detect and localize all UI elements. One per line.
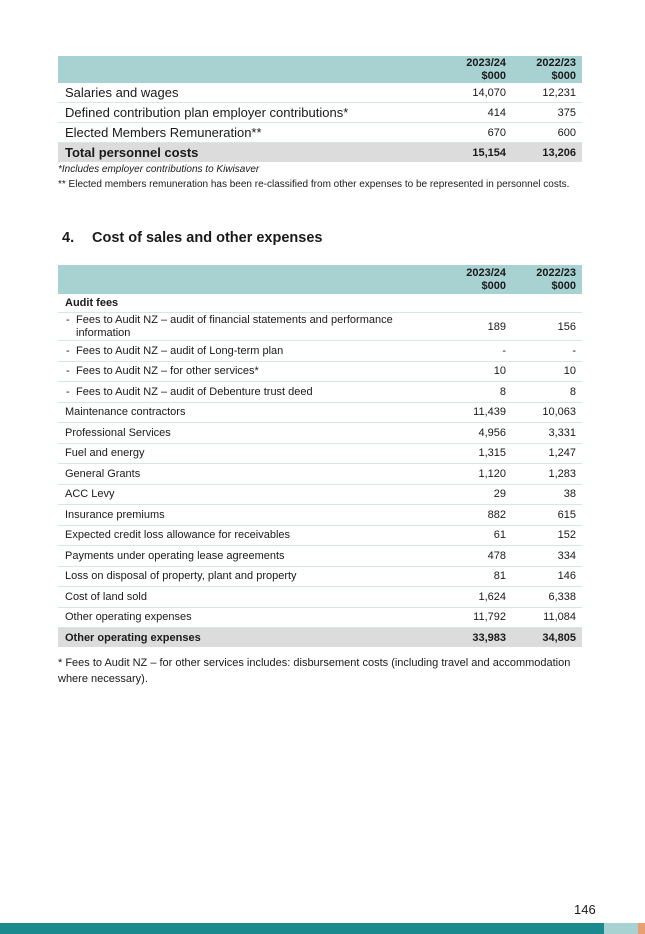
table-row [58, 484, 582, 505]
row-label-text: Fees to Audit NZ – for other services* [76, 365, 259, 378]
section-heading [62, 230, 322, 246]
total-2022-23: 13,206 [512, 143, 582, 163]
value-2022-23: 11,084 [512, 607, 582, 628]
value-2023-24: 189 [442, 313, 512, 341]
row-label-text: Fees to Audit NZ – audit of financial statements and performance information [76, 313, 393, 339]
value-2022-23: 3,331 [512, 423, 582, 444]
table-header-row [58, 56, 582, 83]
table-row [58, 423, 582, 444]
footer-bar-light [604, 923, 638, 934]
header-unit: $000 [481, 70, 506, 82]
remuneration-note: ** Elected members remuneration has been re-classified from other expenses to be represented in personnel costs. [58, 179, 570, 190]
header-unit: $000 [551, 280, 576, 292]
value-2023-24: 61 [442, 525, 512, 546]
header-blank-cell [58, 265, 442, 294]
value-2023-24: - [442, 341, 512, 362]
row-label [58, 341, 442, 362]
value-2023-24: 1,120 [442, 464, 512, 485]
value-2023-24: 11,792 [442, 607, 512, 628]
value-2022-23: 10 [512, 361, 582, 382]
value-2022-23: 1,283 [512, 464, 582, 485]
footer-bar-main [0, 923, 604, 934]
table-row [58, 505, 582, 526]
value-2022-23: - [512, 341, 582, 362]
table-header-row [58, 265, 582, 294]
audit-fee-row [58, 341, 582, 362]
audit-fee-row [58, 313, 582, 341]
row-label: General Grants [58, 464, 442, 485]
audit-fee-row [58, 382, 582, 403]
row-label: Salaries and wages [58, 83, 442, 103]
value-2022-23: 615 [512, 505, 582, 526]
audit-fee-row [58, 361, 582, 382]
value-2022-23: 146 [512, 566, 582, 587]
row-label: Maintenance contractors [58, 402, 442, 423]
table-row [58, 566, 582, 587]
section-number: 4. [62, 230, 75, 246]
header-2022-23 [512, 56, 582, 83]
dash-bullet: - [66, 365, 70, 378]
header-2023-24 [442, 56, 512, 83]
table-row [58, 402, 582, 423]
value-2023-24: 10 [442, 361, 512, 382]
value-2022-23: 1,247 [512, 443, 582, 464]
value-2022-23: 10,063 [512, 402, 582, 423]
value-2023-24: 29 [442, 484, 512, 505]
empty-cell [512, 294, 582, 313]
value-2022-23: 12,231 [512, 83, 582, 103]
section-label: Audit fees [58, 294, 442, 313]
personnel-costs-table [58, 56, 582, 162]
total-label: Other operating expenses [58, 628, 442, 648]
kiwisaver-note: *Includes employer contributions to Kiwisaver [58, 164, 260, 175]
header-year: 2022/23 [536, 57, 576, 69]
table-row [58, 587, 582, 608]
row-label: Cost of land sold [58, 587, 442, 608]
table-row [58, 525, 582, 546]
header-year: 2022/23 [536, 267, 576, 279]
row-label: Expected credit loss allowance for receivables [58, 525, 442, 546]
row-label: Elected Members Remuneration** [58, 123, 442, 143]
header-unit: $000 [551, 70, 576, 82]
audit-services-footnote: * Fees to Audit NZ – for other services includes: disbursement costs (including travel and accommodation where necessary). [58, 657, 571, 685]
header-2022-23 [512, 265, 582, 294]
value-2023-24: 4,956 [442, 423, 512, 444]
value-2023-24: 8 [442, 382, 512, 403]
row-label: ACC Levy [58, 484, 442, 505]
row-label [58, 313, 442, 341]
table-row [58, 103, 582, 123]
row-label: Payments under operating lease agreements [58, 546, 442, 567]
header-year: 2023/24 [466, 57, 506, 69]
row-label: Defined contribution plan employer contributions* [58, 103, 442, 123]
value-2023-24: 414 [442, 103, 512, 123]
value-2022-23: 334 [512, 546, 582, 567]
value-2023-24: 1,315 [442, 443, 512, 464]
row-label: Professional Services [58, 423, 442, 444]
dash-bullet: - [66, 344, 70, 357]
value-2023-24: 11,439 [442, 402, 512, 423]
section-title: Cost of sales and other expenses [92, 230, 323, 246]
value-2022-23: 8 [512, 382, 582, 403]
total-row [58, 628, 582, 648]
footer-bar-accent [638, 923, 645, 934]
total-row [58, 143, 582, 163]
page-number: 146 [574, 902, 596, 917]
header-2023-24 [442, 265, 512, 294]
total-2023-24: 15,154 [442, 143, 512, 163]
header-year: 2023/24 [466, 267, 506, 279]
section-row [58, 294, 582, 313]
row-label: Fuel and energy [58, 443, 442, 464]
header-unit: $000 [481, 280, 506, 292]
row-label: Loss on disposal of property, plant and property [58, 566, 442, 587]
dash-bullet: - [66, 313, 70, 326]
row-label-text: Fees to Audit NZ – audit of Long-term plan [76, 344, 284, 357]
value-2023-24: 478 [442, 546, 512, 567]
value-2023-24: 882 [442, 505, 512, 526]
header-blank-cell [58, 56, 442, 83]
empty-cell [442, 294, 512, 313]
value-2023-24: 14,070 [442, 83, 512, 103]
row-label [58, 382, 442, 403]
table-row [58, 464, 582, 485]
total-2023-24: 33,983 [442, 628, 512, 648]
total-2022-23: 34,805 [512, 628, 582, 648]
value-2022-23: 600 [512, 123, 582, 143]
row-label: Insurance premiums [58, 505, 442, 526]
value-2022-23: 6,338 [512, 587, 582, 608]
table-row [58, 607, 582, 628]
value-2023-24: 81 [442, 566, 512, 587]
row-label [58, 361, 442, 382]
table-row [58, 546, 582, 567]
dash-bullet: - [66, 385, 70, 398]
value-2022-23: 375 [512, 103, 582, 123]
table-row [58, 83, 582, 103]
value-2022-23: 152 [512, 525, 582, 546]
total-label: Total personnel costs [58, 143, 442, 163]
value-2023-24: 670 [442, 123, 512, 143]
expenses-table [58, 265, 582, 647]
row-label-text: Fees to Audit NZ – audit of Debenture trust deed [76, 385, 313, 398]
value-2022-23: 156 [512, 313, 582, 341]
table-row [58, 443, 582, 464]
value-2023-24: 1,624 [442, 587, 512, 608]
value-2022-23: 38 [512, 484, 582, 505]
table-row [58, 123, 582, 143]
row-label: Other operating expenses [58, 607, 442, 628]
